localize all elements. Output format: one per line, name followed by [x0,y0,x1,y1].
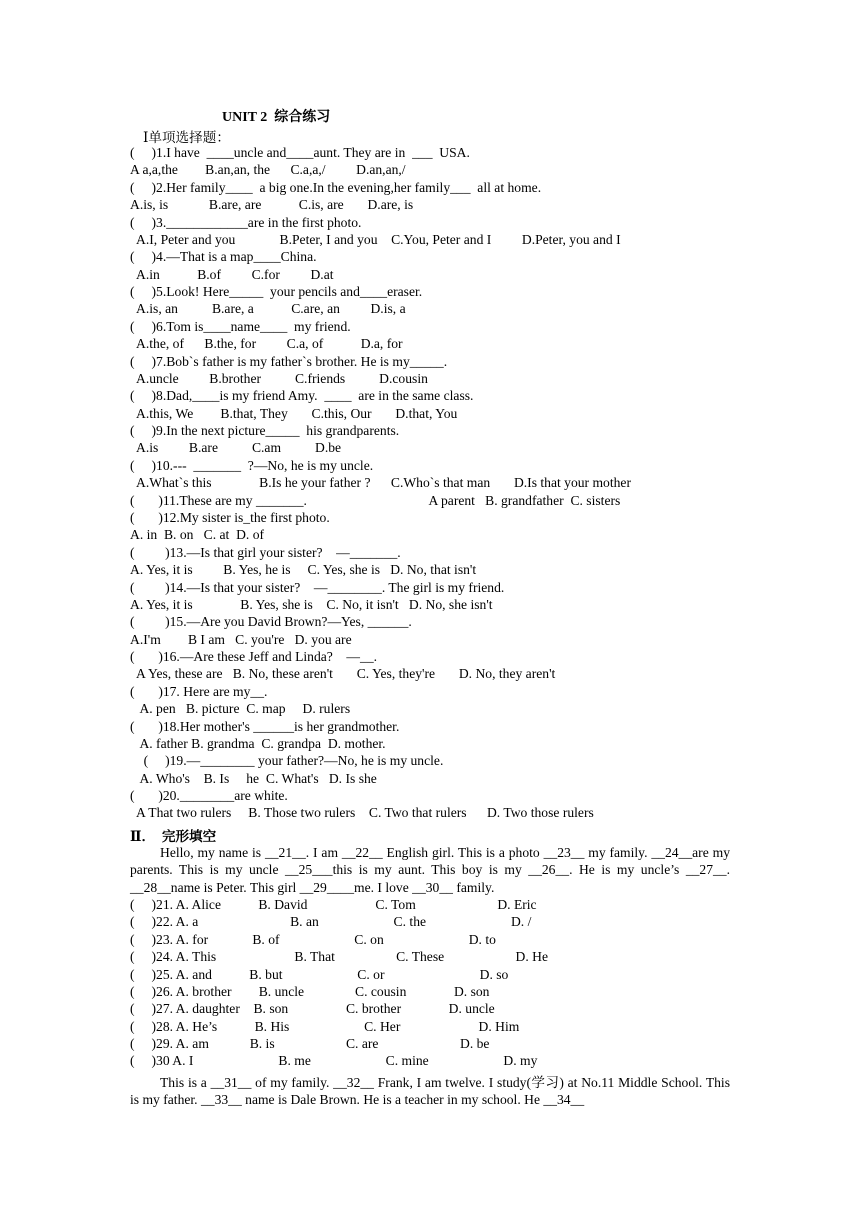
question-line: A.in B.of C.for D.at [130,266,334,282]
question-line: ( )5.Look! Here_____ your pencils and____eraser. [130,284,423,300]
question-line: A.is B.are C.am D.be [130,440,342,456]
question-line: A. in B. on C. at D. of [130,527,265,543]
cloze-option-line: ( )24. A. This B. That C. These D. He [130,949,548,965]
question-line: ( )4.—That is a map____China. [130,249,317,265]
cloze-passage-1: Hello, my name is __21__. I am __22__ English girl. This is a photo __23__ my family. __24__are my parents. This is my uncle __25___this is my aunt. This boy is my __26__. He is my uncle’s __27__. __28__name is Peter. This girl __29____me. I love __30__ family. [130,845,730,895]
cloze-option-line: ( )30 A. I B. me C. mine D. my [130,1053,538,1069]
question-line: ( )9.In the next picture_____ his grandparents. [130,423,400,439]
question-line: ( )3.____________are in the first photo. [130,214,362,230]
question-line: A.is, is B.are, are C.is, are D.are, is [130,197,414,213]
question-line: A. Yes, it is B. Yes, he is C. Yes, she is D. No, that isn't [130,562,477,578]
cloze-option-line: ( )23. A. for B. of C. on D. to [130,931,496,947]
question-line: A.I, Peter and you B.Peter, I and you C.You, Peter and I D.Peter, you and I [130,231,621,247]
question-line: A. Who's B. Is he C. What's D. Is she [130,770,377,786]
cloze-option-line: ( )29. A. am B. is C. are D. be [130,1036,490,1052]
question-line: ( )2.Her family____ a big one.In the evening,her family___ all at home. [130,179,542,195]
cloze-option-line: ( )21. A. Alice B. David C. Tom D. Eric [130,897,537,912]
question-line: A a,a,the B.an,an, the C.a,a,/ D.an,an,/ [130,162,406,178]
question-line: ( )14.—Is that your sister? —________. The girl is my friend. [130,579,505,595]
question-line: A That two rulers B. Those two rulers C. Two that rulers D. Two those rulers [130,805,594,821]
question-line: ( )10.--- _______ ?—No, he is my uncle. [130,457,374,473]
question-line: ( )6.Tom is____name____ my friend. [130,318,351,334]
question-line: ( )20.________are white. [130,788,288,804]
question-line: ( )12.My sister is_the first photo. [130,509,330,525]
question-line: ( )18.Her mother's ______is her grandmother. [130,718,400,734]
question-line: ( )1.I have ____uncle and____aunt. They are in ___ USA. [130,145,470,160]
cloze-option-line: ( )22. A. a B. an C. the D. / [130,914,532,930]
cloze-option-line: ( )26. A. brother B. uncle C. cousin D. son [130,983,490,999]
question-line: A.is, an B.are, a C.are, an D.is, a [130,301,406,317]
question-line: A.the, of B.the, for C.a, of D.a, for [130,336,403,352]
question-line: A. Yes, it is B. Yes, she is C. No, it isn't D. No, she isn't [130,596,493,612]
cloze-option-line: ( )28. A. He’s B. His C. Her D. Him [130,1018,520,1034]
question-line: ( )15.—Are you David Brown?—Yes, ______. [130,614,412,630]
question-line: ( )7.Bob`s father is my father`s brother. He is my_____. [130,353,448,369]
question-line: A Yes, these are B. No, these aren't C. Yes, they're D. No, they aren't [130,666,556,682]
question-line: A.uncle B.brother C.friends D.cousin [130,370,428,386]
question-line: A.I'm B I am C. you're D. you are [130,631,352,647]
question-line: ( )11.These are my _______. A parent B. grandfather C. sisters [130,492,621,508]
section-heading-multiple-choice: Ⅰ单项选择题： [143,130,230,145]
question-line: ( )19.—________ your father?—No, he is my uncle. [130,753,444,769]
cloze-passage-2: This is a __31__ of my family. __32__ Frank, I am twelve. I study(学习) at No.11 Middle School. This is my father. __33__ name is Dale Brown. He is a teacher in my school. He __34__ [130,1075,730,1108]
question-line: A. father B. grandma C. grandpa D. mother. [130,735,386,751]
question-line: ( )16.—Are these Jeff and Linda? —__. [130,649,378,665]
question-line: ( )8.Dad,____is my friend Amy. ____ are in the same class. [130,388,474,404]
page-title: UNIT 2 综合练习 [222,110,331,125]
question-line: A. pen B. picture C. map D. rulers [130,701,351,717]
question-line: A.What`s this B.Is he your father ? C.Who`s that man D.Is that your mother [130,475,631,491]
section-heading-cloze: Ⅱ． 完形填空 [130,829,217,844]
cloze-option-line: ( )25. A. and B. but C. or D. so [130,966,509,982]
question-line: A.this, We B.that, They C.this, Our D.that, You [130,405,458,421]
cloze-option-line: ( )27. A. daughter B. son C. brother D. uncle [130,1001,495,1017]
question-line: ( )13.—Is that girl your sister? —_______. [130,544,401,560]
question-line: ( )17. Here are my__. [130,683,268,699]
